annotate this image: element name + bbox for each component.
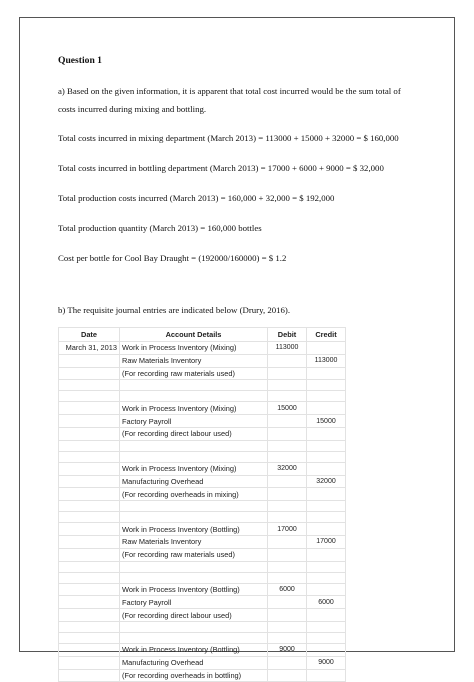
debit-empty xyxy=(268,367,307,380)
journal-narration-row xyxy=(59,427,346,440)
credit-amount: 6000 xyxy=(307,596,346,609)
document-body xyxy=(58,55,418,682)
entry-date xyxy=(59,462,120,475)
journal-body xyxy=(59,342,346,682)
debit-empty xyxy=(268,596,307,609)
journal-blank-row xyxy=(59,440,346,451)
credit-amount: 113000 xyxy=(307,354,346,367)
debit-amount: 17000 xyxy=(268,523,307,536)
acct-empty xyxy=(120,391,268,402)
debit-amount: 6000 xyxy=(268,583,307,596)
date-empty xyxy=(59,561,120,572)
credit-empty xyxy=(307,609,346,622)
debit-empty xyxy=(268,440,307,451)
journal-blank-row xyxy=(59,391,346,402)
date-empty xyxy=(59,501,120,512)
journal-narration-row xyxy=(59,609,346,622)
debit-amount: 15000 xyxy=(268,402,307,415)
credit-account: Manufacturing Overhead xyxy=(120,475,268,488)
journal-blank-row xyxy=(59,512,346,523)
date-empty xyxy=(59,440,120,451)
bottling-cost-line: Total costs incurred in bottling department (March 2013) = 17000 + 6000 + 9000 = $ 32,000 xyxy=(58,163,384,173)
credit-amount: 15000 xyxy=(307,415,346,428)
date-empty xyxy=(59,354,120,367)
question-title: Question 1 xyxy=(58,55,102,66)
debit-amount: 32000 xyxy=(268,462,307,475)
debit-empty xyxy=(268,609,307,622)
narration: (For recording raw materials used) xyxy=(120,548,268,561)
debit-empty xyxy=(268,669,307,682)
narration: (For recording raw materials used) xyxy=(120,367,268,380)
credit-empty xyxy=(307,462,346,475)
debit-empty xyxy=(268,427,307,440)
journal-debit-row xyxy=(59,342,346,355)
credit-empty xyxy=(307,451,346,462)
acct-empty xyxy=(120,440,268,451)
date-empty xyxy=(59,415,120,428)
debit-empty xyxy=(268,548,307,561)
part-b-intro: b) The requisite journal entries are indicated below (Drury, 2016). xyxy=(58,305,291,315)
date-empty xyxy=(59,451,120,462)
credit-empty xyxy=(307,512,346,523)
acct-empty xyxy=(120,632,268,643)
journal-debit-row xyxy=(59,643,346,656)
date-empty xyxy=(59,632,120,643)
acct-empty xyxy=(120,512,268,523)
journal-debit-row xyxy=(59,583,346,596)
narration: (For recording overheads in bottling) xyxy=(120,669,268,682)
journal-narration-row xyxy=(59,669,346,682)
production-quantity-line: Total production quantity (March 2013) = 160,000 bottles xyxy=(58,223,262,233)
credit-empty xyxy=(307,523,346,536)
journal-narration-row xyxy=(59,548,346,561)
journal-credit-row xyxy=(59,656,346,669)
debit-account: Work in Process Inventory (Mixing) xyxy=(120,462,268,475)
credit-empty xyxy=(307,380,346,391)
entry-date xyxy=(59,402,120,415)
narration: (For recording direct labour used) xyxy=(120,427,268,440)
date-empty xyxy=(59,621,120,632)
journal-blank-row xyxy=(59,501,346,512)
debit-account: Work in Process Inventory (Mixing) xyxy=(120,402,268,415)
journal-debit-row xyxy=(59,523,346,536)
debit-account: Work in Process Inventory (Bottling) xyxy=(120,643,268,656)
debit-empty xyxy=(268,501,307,512)
date-empty xyxy=(59,367,120,380)
journal-blank-row xyxy=(59,632,346,643)
entry-date: March 31, 2013 xyxy=(59,342,120,355)
date-empty xyxy=(59,572,120,583)
debit-account: Work in Process Inventory (Mixing) xyxy=(120,342,268,355)
debit-empty xyxy=(268,380,307,391)
debit-empty xyxy=(268,451,307,462)
credit-empty xyxy=(307,548,346,561)
journal-blank-row xyxy=(59,572,346,583)
date-empty xyxy=(59,512,120,523)
credit-empty xyxy=(307,669,346,682)
credit-empty xyxy=(307,621,346,632)
journal-debit-row xyxy=(59,462,346,475)
credit-amount: 9000 xyxy=(307,656,346,669)
narration: (For recording direct labour used) xyxy=(120,609,268,622)
journal-credit-row xyxy=(59,475,346,488)
journal-table xyxy=(58,327,346,682)
credit-amount: 32000 xyxy=(307,475,346,488)
debit-empty xyxy=(268,415,307,428)
credit-account: Raw Materials Inventory xyxy=(120,535,268,548)
acct-empty xyxy=(120,621,268,632)
date-empty xyxy=(59,391,120,402)
date-empty xyxy=(59,596,120,609)
journal-debit-row xyxy=(59,402,346,415)
debit-empty xyxy=(268,632,307,643)
credit-empty xyxy=(307,501,346,512)
date-empty xyxy=(59,427,120,440)
credit-empty xyxy=(307,643,346,656)
entry-date xyxy=(59,643,120,656)
debit-empty xyxy=(268,354,307,367)
date-empty xyxy=(59,475,120,488)
journal-credit-row xyxy=(59,354,346,367)
date-empty xyxy=(59,669,120,682)
credit-empty xyxy=(307,561,346,572)
date-empty xyxy=(59,488,120,501)
acct-empty xyxy=(120,561,268,572)
debit-empty xyxy=(268,535,307,548)
debit-account: Work in Process Inventory (Bottling) xyxy=(120,523,268,536)
debit-amount: 113000 xyxy=(268,342,307,355)
credit-empty xyxy=(307,427,346,440)
header-account: Account Details xyxy=(120,328,268,342)
debit-empty xyxy=(268,475,307,488)
credit-empty xyxy=(307,367,346,380)
credit-empty xyxy=(307,488,346,501)
credit-empty xyxy=(307,391,346,402)
credit-account: Manufacturing Overhead xyxy=(120,656,268,669)
credit-account: Factory Payroll xyxy=(120,415,268,428)
header-debit: Debit xyxy=(268,328,307,342)
part-a-intro: a) Based on the given information, it is apparent that total cost incurred would be the sum total of costs incurred during mixing and bottling. xyxy=(58,86,401,114)
credit-empty xyxy=(307,342,346,355)
debit-empty xyxy=(268,488,307,501)
journal-narration-row xyxy=(59,367,346,380)
credit-amount: 17000 xyxy=(307,535,346,548)
acct-empty xyxy=(120,380,268,391)
acct-empty xyxy=(120,572,268,583)
narration: (For recording overheads in mixing) xyxy=(120,488,268,501)
date-empty xyxy=(59,548,120,561)
debit-empty xyxy=(268,656,307,669)
header-credit: Credit xyxy=(307,328,346,342)
debit-account: Work in Process Inventory (Bottling) xyxy=(120,583,268,596)
credit-empty xyxy=(307,440,346,451)
acct-empty xyxy=(120,501,268,512)
journal-header-row xyxy=(59,328,346,342)
cost-per-bottle-line: Cost per bottle for Cool Bay Draught = (192000/160000) = $ 1.2 xyxy=(58,253,287,263)
date-empty xyxy=(59,609,120,622)
acct-empty xyxy=(120,451,268,462)
entry-date xyxy=(59,583,120,596)
credit-empty xyxy=(307,632,346,643)
debit-empty xyxy=(268,561,307,572)
date-empty xyxy=(59,656,120,669)
journal-blank-row xyxy=(59,380,346,391)
journal-blank-row xyxy=(59,561,346,572)
debit-empty xyxy=(268,572,307,583)
journal-credit-row xyxy=(59,596,346,609)
debit-amount: 9000 xyxy=(268,643,307,656)
credit-empty xyxy=(307,402,346,415)
credit-empty xyxy=(307,572,346,583)
debit-empty xyxy=(268,512,307,523)
journal-narration-row xyxy=(59,488,346,501)
header-date: Date xyxy=(59,328,120,342)
journal-blank-row xyxy=(59,621,346,632)
production-cost-line: Total production costs incurred (March 2013) = 160,000 + 32,000 = $ 192,000 xyxy=(58,193,335,203)
credit-empty xyxy=(307,583,346,596)
mixing-cost-line: Total costs incurred in mixing department (March 2013) = 113000 + 15000 + 32000 = $ 160,000 xyxy=(58,133,399,143)
date-empty xyxy=(59,535,120,548)
credit-account: Raw Materials Inventory xyxy=(120,354,268,367)
journal-blank-row xyxy=(59,451,346,462)
debit-empty xyxy=(268,621,307,632)
journal-credit-row xyxy=(59,415,346,428)
credit-account: Factory Payroll xyxy=(120,596,268,609)
journal-credit-row xyxy=(59,535,346,548)
entry-date xyxy=(59,523,120,536)
date-empty xyxy=(59,380,120,391)
debit-empty xyxy=(268,391,307,402)
